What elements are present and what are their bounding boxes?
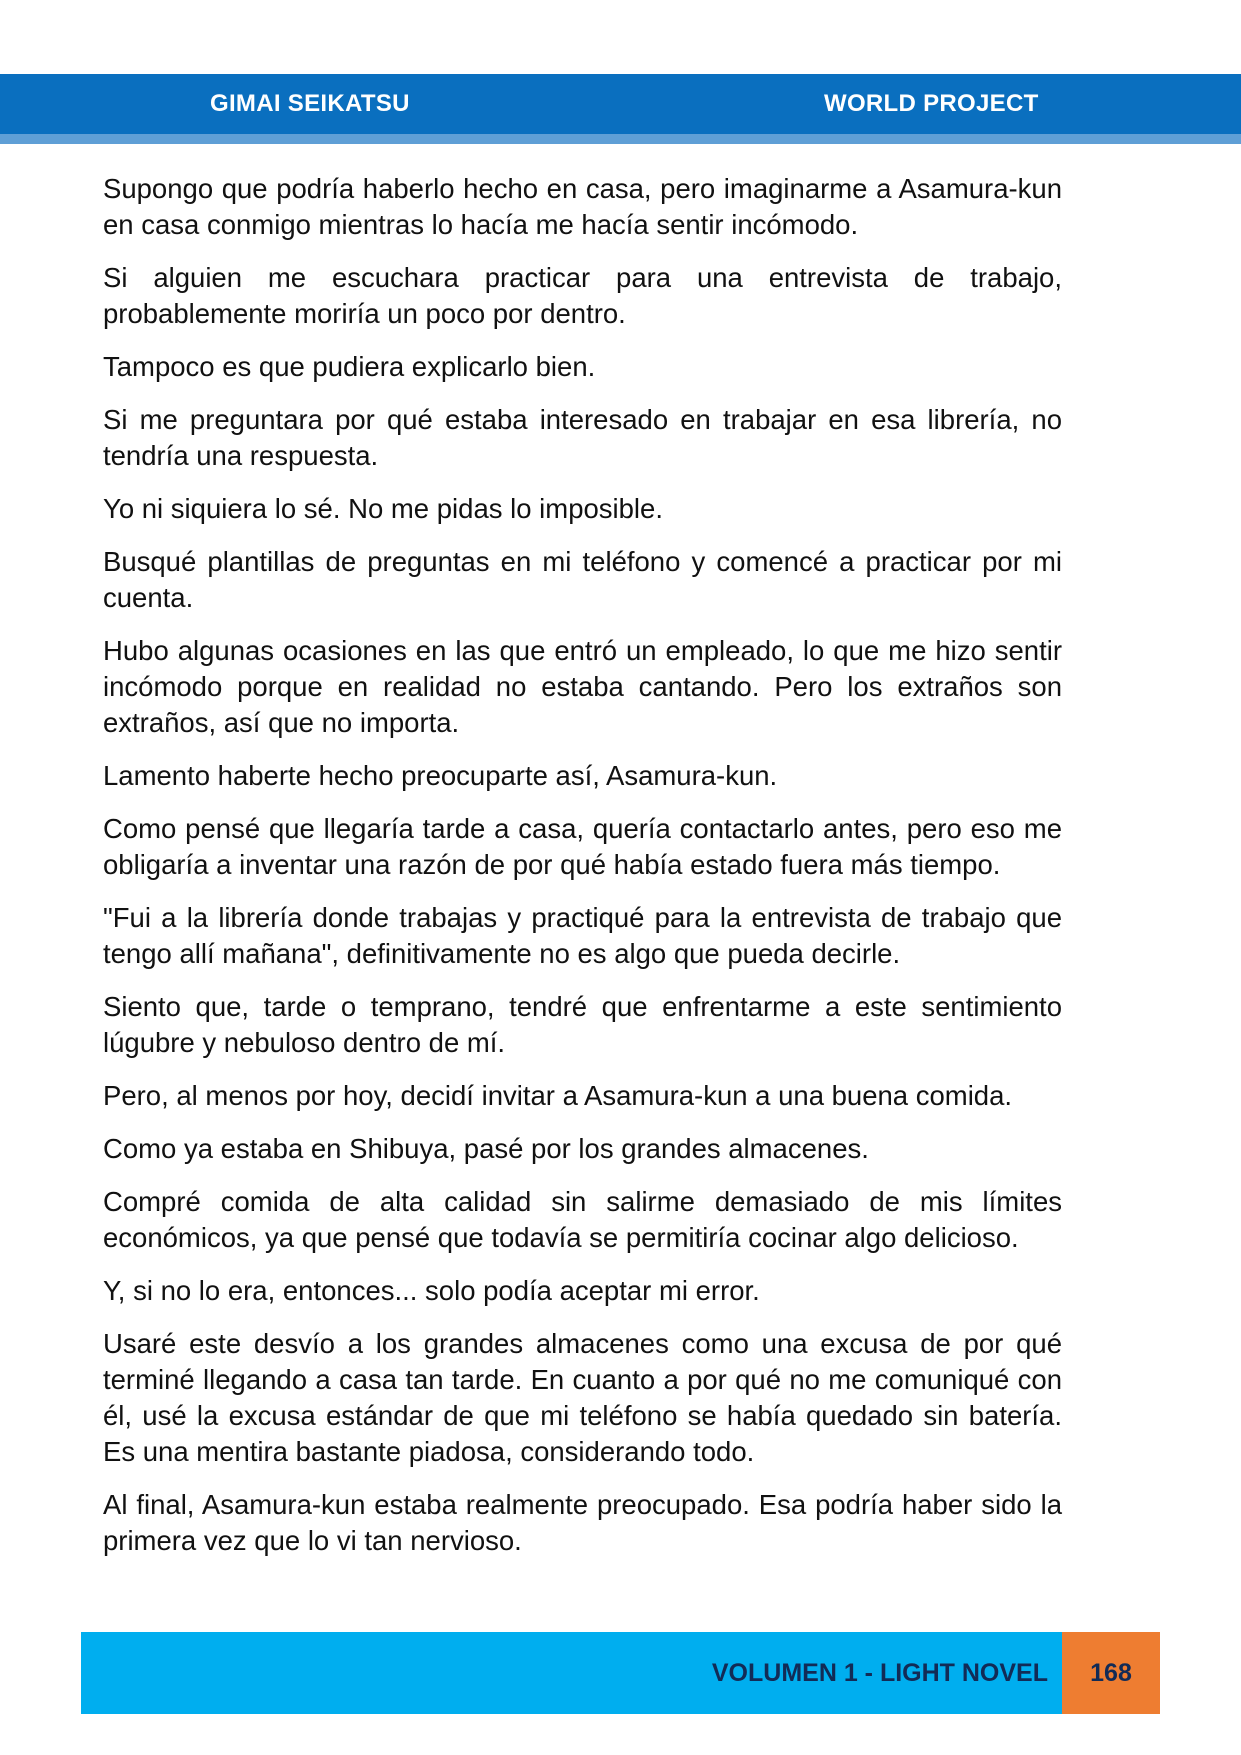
paragraph: Al final, Asamura-kun estaba realmente preocupado. Esa podría haber sido la primera vez que lo vi tan nervioso. xyxy=(103,1489,1062,1556)
paragraph: Hubo algunas ocasiones en las que entró un empleado, lo que me hizo sentir incómodo porque en realidad no estaba cantando. Pero los extraños son extraños, así que no importa. xyxy=(103,635,1062,738)
paragraph: Si me preguntara por qué estaba interesado en trabajar en esa librería, no tendría una respuesta. xyxy=(103,404,1062,471)
paragraph: Supongo que podría haberlo hecho en casa, pero imaginarme a Asamura-kun en casa conmigo mientras lo hacía me hacía sentir incómodo. xyxy=(103,173,1062,240)
paragraph: "Fui a la librería donde trabajas y practiqué para la entrevista de trabajo que tengo allí mañana", definitivamente no es algo que pueda decirle. xyxy=(103,902,1062,969)
page-header-strip xyxy=(0,134,1241,144)
page-number: 168 xyxy=(1062,1632,1160,1714)
paragraph: Busqué plantillas de preguntas en mi teléfono y comencé a practicar por mi cuenta. xyxy=(103,546,1062,613)
header-group-title: WORLD PROJECT xyxy=(824,90,1039,117)
paragraph: Usaré este desvío a los grandes almacenes como una excusa de por qué terminé llegando a casa tan tarde. En cuanto a por qué no me comuniqué con él, usé la excusa estándar de que mi teléfono se había quedado sin batería. Es una mentira bastante piadosa, considerando todo. xyxy=(103,1328,1062,1467)
page-header-bar xyxy=(0,74,1241,134)
paragraph: Yo ni siquiera lo sé. No me pidas lo imposible. xyxy=(103,493,663,524)
paragraph: Pero, al menos por hoy, decidí invitar a Asamura-kun a una buena comida. xyxy=(103,1080,1013,1111)
paragraph: Como ya estaba en Shibuya, pasé por los grandes almacenes. xyxy=(103,1133,869,1164)
page-body xyxy=(103,171,1062,1576)
paragraph: Siento que, tarde o temprano, tendré que enfrentarme a este sentimiento lúgubre y nebuloso dentro de mí. xyxy=(103,991,1062,1058)
paragraph: Y, si no lo era, entonces... solo podía aceptar mi error. xyxy=(103,1275,760,1306)
paragraph: Como pensé que llegaría tarde a casa, quería contactarlo antes, pero eso me obligaría a inventar una razón de por qué había estado fuera más tiempo. xyxy=(103,813,1062,880)
page-footer-bar xyxy=(81,1632,1062,1714)
footer-volume-label: VOLUMEN 1 - LIGHT NOVEL xyxy=(711,1659,1048,1687)
paragraph: Lamento haberte hecho preocuparte así, Asamura-kun. xyxy=(103,760,778,791)
paragraph: Tampoco es que pudiera explicarlo bien. xyxy=(103,351,596,382)
paragraph: Compré comida de alta calidad sin salirme demasiado de mis límites económicos, ya que pensé que todavía se permitiría cocinar algo delicioso. xyxy=(103,1186,1062,1253)
header-series-title: GIMAI SEIKATSU xyxy=(210,90,410,117)
paragraph: Si alguien me escuchara practicar para una entrevista de trabajo, probablemente moriría un poco por dentro. xyxy=(103,262,1062,329)
